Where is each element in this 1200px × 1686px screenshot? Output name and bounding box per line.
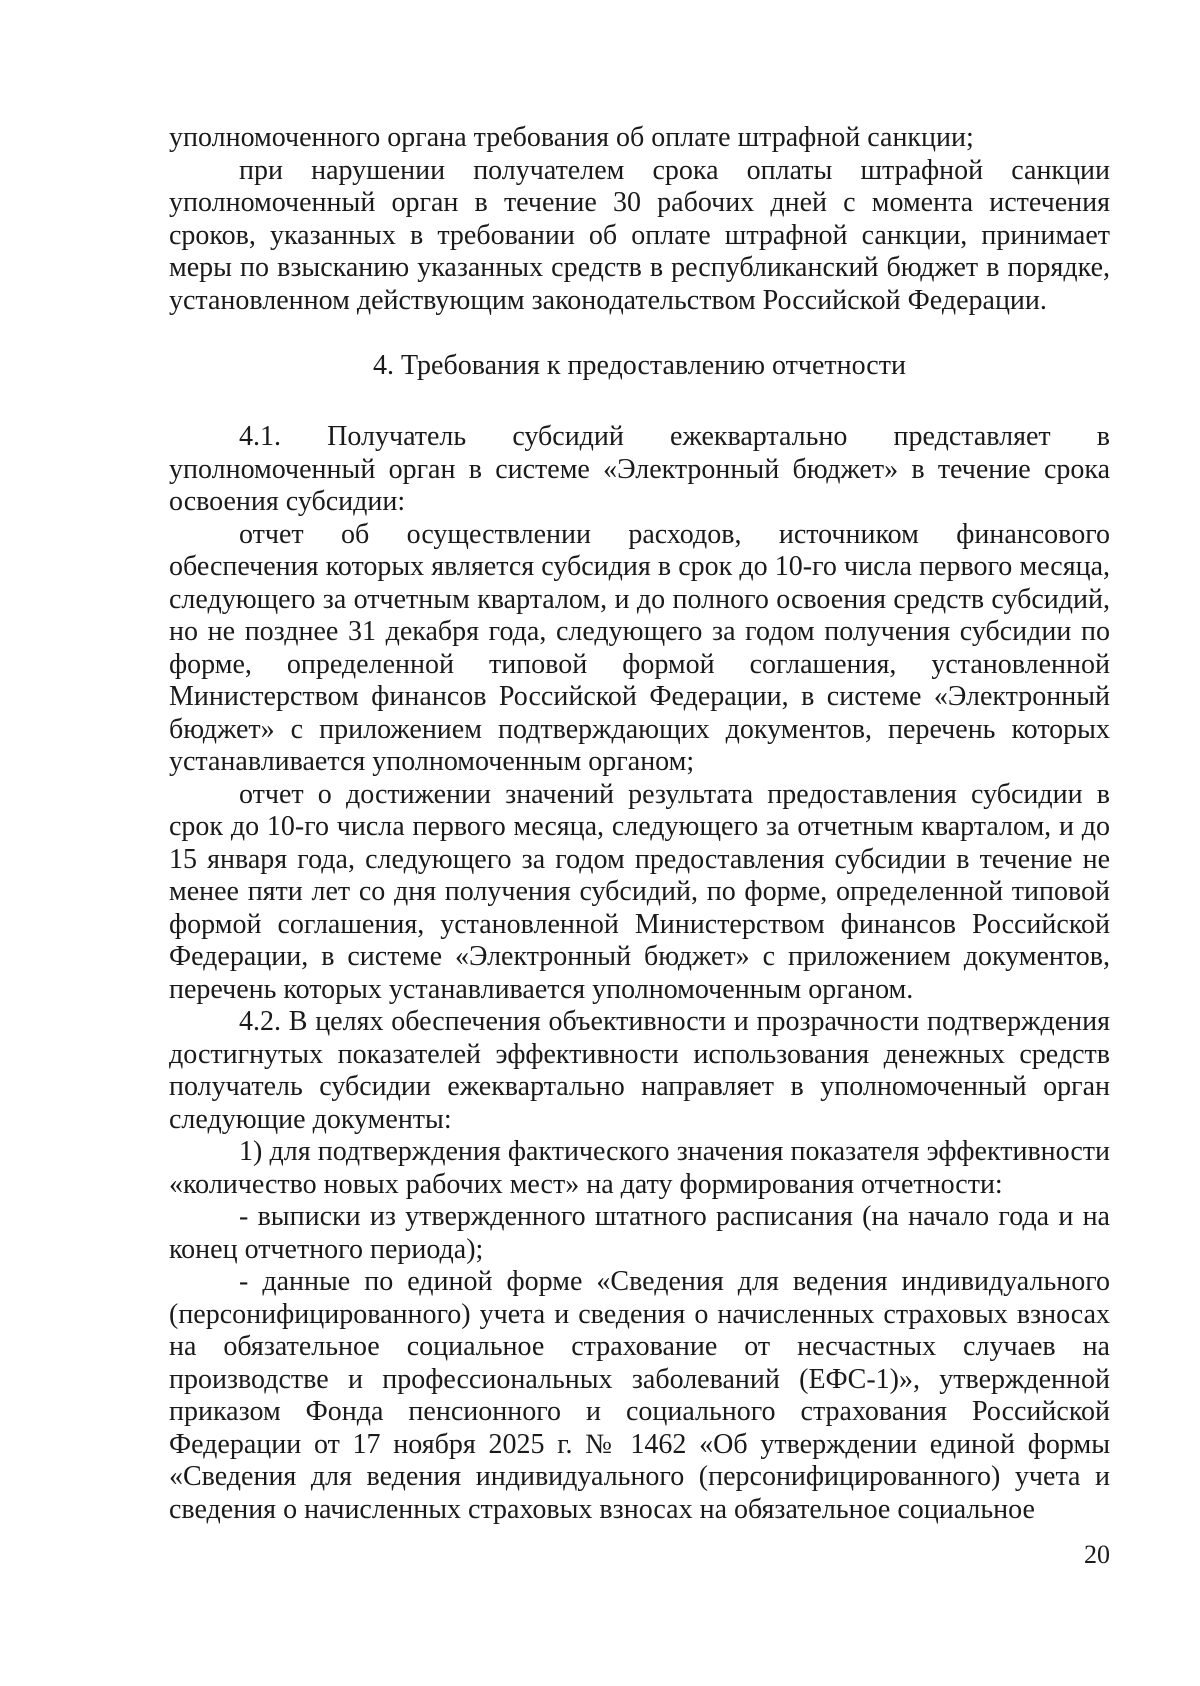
paragraph-result-report: отчет о достижении значений результата предоставления субсидии в срок до 10-го числа первого месяца, следующего за отчетным кварталом, и до 15 января года, следующего за годом предоставления субсидии в течение не менее пяти лет со дня получения субсидий, по форме, определенной типовой формой соглашения, установленной Министерством финансов Российской Федерации, в системе «Электронный бюджет» с приложением документов, перечень которых устанавливается уполномоченным органом.	[169, 778, 1110, 1005]
paragraph-staff-schedule: - выписки из утвержденного штатного расписания (на начало года и на конец отчетного периода);	[169, 1201, 1110, 1265]
paragraph-expense-report: отчет об осуществлении расходов, источником финансового обеспечения которых является субсидия в срок до 10-го числа первого месяца, следующего за отчетным кварталом, и до полного освоения средств субсидий, но не позднее 31 декабря года, следующего за годом получения субсидии по форме, определенной типовой формой соглашения, установленной Министерством финансов Российской Федерации, в системе «Электронный бюджет» с приложением подтверждающих документов, перечень которых устанавливается уполномоченным органом;	[169, 518, 1110, 777]
main-text-block	[169, 421, 1110, 1526]
paragraph-4-2: 4.2. В целях обеспечения объективности и прозрачности подтверждения достигнутых показателей эффективности использования денежных средств получатель субсидии ежеквартально направляет в уполномоченный орган следующие документы:	[169, 1006, 1110, 1135]
paragraph-efs-1: - данные по единой форме «Сведения для ведения индивидуального (персонифицированного) учета и сведения о начисленных страховых взносах на обязательное социальное страхование от несчастных случаев на производстве и профессиональных заболеваний (ЕФС-1)», утвержденной приказом Фонда пенсионного и социального страхования Российской Федерации от 17 ноября 2025 г. № 1462 «Об утверждении единой формы «Сведения для ведения индивидуального (персонифицированного) учета и сведения о начисленных страховых взносах на обязательное социальное	[169, 1266, 1110, 1525]
paragraph-penalty-enforcement: при нарушении получателем срока оплаты штрафной санкции уполномоченный орган в течение 30 рабочих дней с момента истечения сроков, указанных в требовании об оплате штрафной санкции, принимает меры по взысканию указанных средств в республиканский бюджет в порядке, установленном действующим законодательством Российской Федерации.	[169, 154, 1110, 316]
paragraph-4-1: 4.1. Получатель субсидий ежеквартально представляет в уполномоченный орган в системе «Электронный бюджет» в течение срока освоения субсидии:	[169, 421, 1110, 517]
top-text-block	[169, 122, 1110, 317]
paragraph-item-1: 1) для подтверждения фактического значения показателя эффективности «количество новых рабочих мест» на дату формирования отчетности:	[169, 1136, 1110, 1200]
page-number: 20	[1084, 1540, 1110, 1569]
paragraph-continuation: уполномоченного органа требования об оплате штрафной санкции;	[169, 122, 974, 153]
section-heading: 4. Требования к предоставлению отчетности	[373, 350, 906, 381]
